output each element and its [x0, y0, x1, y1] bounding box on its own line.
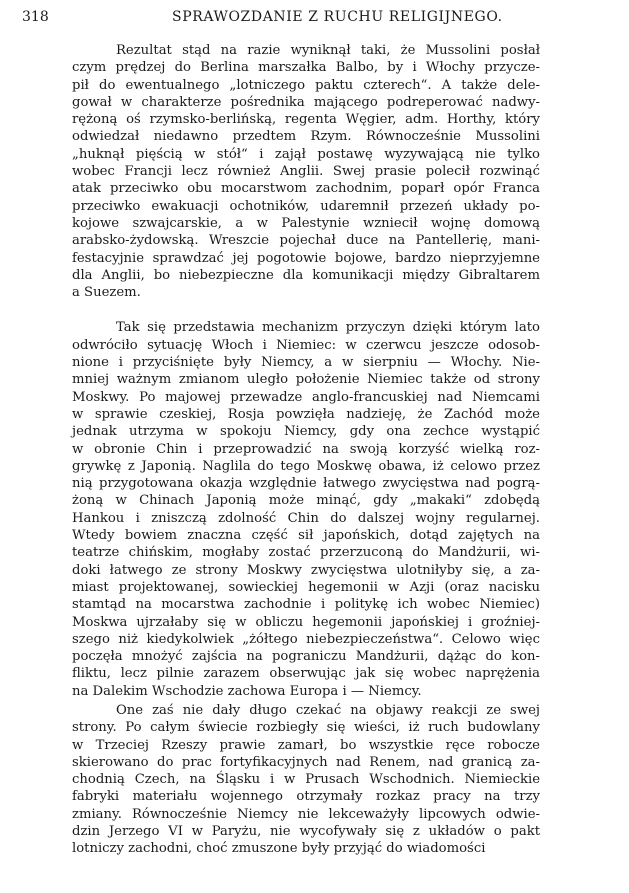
text-line: Rezultat stąd na razie wyniknął taki, że Mussolini posłał: [116, 43, 540, 58]
text-line: wobec Francji lecz również Anglii. Swej prasie polecił rozwinąć: [72, 164, 540, 180]
text-line: dzin Jerzego VI w Paryżu, nie wycofywały się z układów o pakt: [72, 824, 540, 840]
text-line: teatrze chińskim, mogłaby zostać przerzuconą do Mandżurii, wi-: [72, 545, 540, 561]
page-number: 318: [22, 9, 49, 25]
text-line: przeciwko ewakuacji ochotników, udaremnił przezeń układy po-: [72, 198, 540, 214]
page-header: [22, 6, 586, 28]
text-line: czym prędzej do Berlina marszałka Balbo, by i Włochy przycze-: [72, 60, 540, 76]
text-line: na Dalekim Wschodzie zachowa Europa i — Niemcy.: [72, 683, 422, 699]
text-line: mniej ważnym zmianom uległo położenie Niemiec także od strony: [72, 372, 540, 388]
text-line: atak przeciwko obu mocarstwom zachodnim, poparł opór Franca: [72, 181, 540, 197]
text-line: zmiany. Równocześnie Niemcy nie lekceważyły lipcowych odwie-: [72, 806, 540, 822]
text-line: żoną w Chinach Japonią może minąć, gdy „makaki“ zdobędą: [72, 493, 540, 509]
text-line: a Suezem.: [72, 285, 141, 301]
text-line: festacyjnie sprawdzać jej pogotowie bojowe, bardzo nieprzyjemne: [72, 250, 540, 266]
text-line: nione i przyciśnięte były Niemcy, a w sierpniu — Włochy. Nie-: [72, 355, 540, 371]
text-line: w obronie Chin i przeprowadzić na swoją korzyść wielką roz-: [72, 441, 540, 457]
text-line: rężoną oś rzymsko-berlińską, regenta Węgier, adm. Horthy, który: [72, 112, 540, 128]
text-line: Moskwy. Po majowej przewadze anglo-francuskiej nad Niemcami: [72, 389, 540, 405]
text-line: odwiedzał niedawno przedtem Rzym. Równocześnie Mussolini: [72, 129, 540, 145]
text-line: lotniczy zachodni, choć zmuszone były przyjąć do wiadomości: [72, 841, 486, 857]
text-line: fabryki materiału wojennego otrzymały rozkaz pracy na trzy: [72, 789, 540, 805]
text-line: kojowe szwajcarskie, a w Palestynie wzniecił wojnę domową: [72, 215, 540, 231]
text-line: odwróciło sytuację Włoch i Niemiec: w czerwcu jeszcze odosob-: [72, 337, 540, 353]
text-line: pił do ewentualnego „lotniczego paktu czterech“. A także dele-: [72, 77, 540, 93]
text-line: w Trzeciej Rzeszy prawie zamarł, bo wszystkie ręce robocze: [72, 737, 540, 753]
text-line: „huknął pięścią w stół“ i zajął postawę wyzywającą nie tylko: [72, 146, 540, 162]
text-line: skierowano do prac fortyfikacyjnych nad Renem, nad granicą za-: [72, 754, 540, 770]
text-line: chodnią Czech, na Śląsku i w Prusach Wschodnich. Niemieckie: [72, 772, 540, 788]
text-line: dla Anglii, bo niebezpieczne dla komunikacji między Gibraltarem: [72, 267, 540, 283]
running-title: SPRAWOZDANIE Z RUCHU RELIGIJNEGO.: [172, 9, 503, 25]
paragraph-3: [72, 702, 540, 858]
text-line: szego niż kiedykolwiek „żółtego niebezpieczeństwa“. Celowo więc: [72, 631, 540, 647]
text-line: Hankou i zniszczą zdolność Chin do dalszej wojny regularnej.: [72, 510, 540, 526]
text-line: doki łatwego ze strony Moskwy zwycięstwa ulotniłyby się, a za-: [72, 562, 540, 578]
body-text: [72, 42, 540, 858]
text-line: grywkę z Japonią. Naglila do tego Moskwę obawa, iż celowo przez: [72, 458, 540, 474]
text-line: w sprawie czeskiej, Rosja powzięła nadzieję, że Zachód może: [72, 406, 540, 422]
text-line: fliktu, lecz pilnie zarazem obserwując jak się wobec naprężenia: [72, 666, 540, 682]
paragraph-1: [72, 42, 540, 301]
text-line: strony. Po całym świecie rozbiegły się wieści, iż ruch budowlany: [72, 720, 540, 736]
text-line: Tak się przedstawia mechanizm przyczyn dzięki którym lato: [116, 320, 540, 336]
text-line: Moskwa ujrzałaby się w obliczu hegemonii japońskiej i groźniej-: [72, 614, 540, 630]
paragraph-2: [72, 319, 540, 700]
text-line: nią przygotowana okazja względnie łatwego zwycięstwa nad pogrą-: [72, 476, 540, 492]
text-line: miast projektowanej, sowieckiej hegemonii w Azji (oraz nacisku: [72, 579, 540, 595]
text-line: One zaś nie dały długo czekać na objawy reakcji ze swej: [116, 702, 540, 718]
text-line: Wtedy bowiem znaczna część sił japońskich, dotąd zajętych na: [72, 528, 540, 544]
text-line: jednak utrzyma w spokoju Niemcy, gdy ona zechce wystąpić: [72, 424, 540, 440]
text-line: gował w charakterze pośrednika mającego podreperować nadwy-: [72, 94, 540, 110]
text-line: poczęła mnożyć zajścia na pograniczu Mandżurii, dążąc do kon-: [72, 649, 540, 665]
text-line: arabsko-żydowską. Wreszcie pojechał duce na Pantellerię, mani-: [72, 233, 540, 249]
text-line: stamtąd na mocarstwa zachodnie i politykę ich wobec Niemiec): [72, 597, 540, 613]
